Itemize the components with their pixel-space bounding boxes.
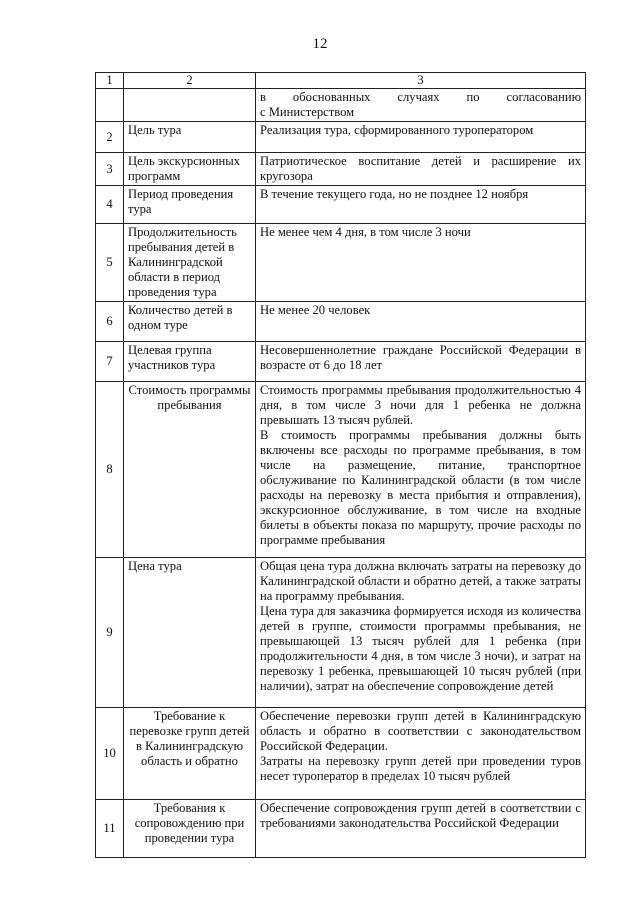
row-paragraph: Затраты на перевозку групп детей при проведении туров несет туроператор в пределах 10 тысяч рублей: [260, 754, 581, 783]
row-label: Требование к перевозке групп детей в Калининградскую область и обратно: [124, 708, 256, 800]
row-number: 5: [96, 224, 124, 302]
row-number: 11: [96, 800, 124, 858]
row-paragraph: Общая цена тура должна включать затраты на перевозку до Калининградской области и обратно детей, а также затраты на программу пребывания.: [260, 559, 581, 603]
row-number: 7: [96, 342, 124, 382]
page-number: 12: [312, 36, 328, 52]
row-paragraph: Стоимость программы пребывания продолжительностью 4 дня, в том числе 3 ночи для 1 ребенка не должна превышать 13 тысяч рублей.: [260, 383, 581, 427]
row-label: Цель тура: [124, 122, 256, 153]
row-text: Несовершеннолетние граждане Российской Федерации в возрасте от 6 до 18 лет: [256, 342, 586, 382]
header-col-3: 3: [256, 73, 586, 89]
row-label: Количество детей в одном туре: [124, 302, 256, 342]
row-number: 9: [96, 558, 124, 708]
row-text: [256, 382, 586, 558]
table-row: [96, 122, 586, 153]
table-row: [96, 186, 586, 224]
table-row: [96, 382, 586, 558]
header-col-2: 2: [124, 73, 256, 89]
table-header-row: [96, 73, 586, 89]
row-paragraph: Обеспечение перевозки групп детей в Калининградскую область и обратно в соответствии с законодательством Российской Федерации.: [260, 709, 581, 753]
row-label: Цена тура: [124, 558, 256, 708]
row-paragraph: В стоимость программы пребывания должны быть включены все расходы по программе пребывания, в том числе на размещение, питание, транспортное обслуживание по Калининградской области (в том числе расходы на перевозку в места прибытия и отправления), экскурсионное обслуживание, в том числе на входные билеты в объекты показа по маршруту, прочие расходы по программе пребывания: [260, 428, 581, 547]
row-number: 8: [96, 382, 124, 558]
row-paragraph: Цена тура для заказчика формируется исходя из количества детей в группе, стоимости программы пребывания, не превышающей 13 тысяч рублей для 1 ребенка (при продолжительности 4 дня, в том числе 3 ночи), и затрат на перевозку 1 ребенка, превышающей 10 тысяч рублей (при наличии), затрат на обеспечение сопровождение детей: [260, 604, 581, 693]
continuation-line-2: с Министерством: [260, 105, 355, 119]
continuation-line-1: в обоснованных случаях по согласованию: [260, 90, 581, 104]
table-row: [96, 708, 586, 800]
requirements-table: [95, 72, 586, 858]
table-row: [96, 342, 586, 382]
table-row: [96, 302, 586, 342]
row-label: Стоимость программы пребывания: [124, 382, 256, 558]
row-label: Целевая группа участников тура: [124, 342, 256, 382]
row-number: 6: [96, 302, 124, 342]
row-label: Требования к сопровождению при проведении тура: [124, 800, 256, 858]
table-row: [96, 224, 586, 302]
table-row-continuation: [96, 89, 586, 122]
continuation-text: [256, 89, 586, 122]
table-row: [96, 558, 586, 708]
row-text: В течение текущего года, но не позднее 12 ноября: [256, 186, 586, 224]
header-col-1: 1: [96, 73, 124, 89]
row-number: 2: [96, 122, 124, 153]
row-text: Обеспечение сопровождения групп детей в соответствии с требованиями законодательства Российской Федерации: [256, 800, 586, 858]
row-text: [256, 708, 586, 800]
row-label: Период проведения тура: [124, 186, 256, 224]
row-text: Патриотическое воспитание детей и расширение их кругозора: [256, 153, 586, 186]
row-label: Продолжительность пребывания детей в Калининградской области в период проведения тура: [124, 224, 256, 302]
row-label: Цель экскурсионных программ: [124, 153, 256, 186]
row-text: Не менее чем 4 дня, в том числе 3 ночи: [256, 224, 586, 302]
row-text: [256, 558, 586, 708]
row-text: Не менее 20 человек: [256, 302, 586, 342]
table-row: [96, 153, 586, 186]
row-number: 10: [96, 708, 124, 800]
table-row: [96, 800, 586, 858]
row-number: 4: [96, 186, 124, 224]
row-number: 3: [96, 153, 124, 186]
row-text: Реализация тура, сформированного туроператором: [256, 122, 586, 153]
